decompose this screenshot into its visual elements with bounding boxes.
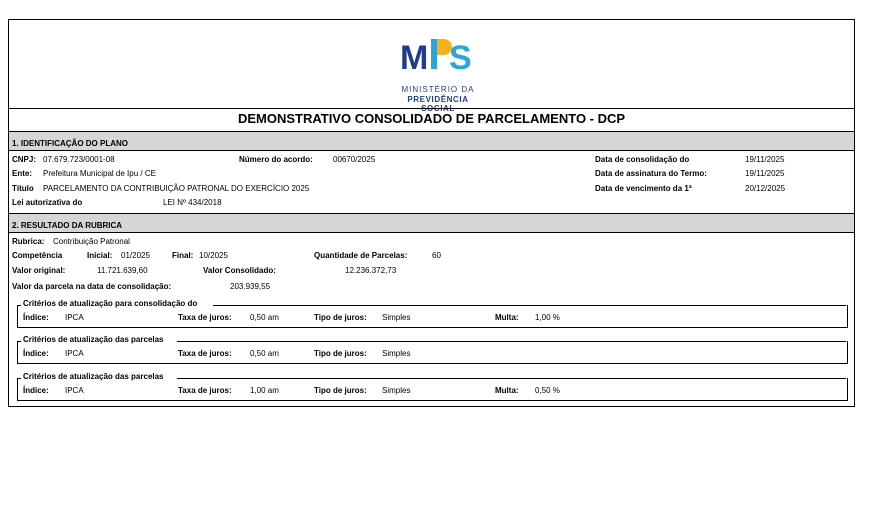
data-assinatura-value: 19/11/2025 <box>745 169 785 178</box>
data-vencimento-value: 20/12/2025 <box>745 184 786 193</box>
final-value: 10/2025 <box>199 251 228 260</box>
cnpj-label: CNPJ: <box>12 155 37 164</box>
multa-value: 1,00 % <box>535 313 560 322</box>
criteria-box-consolidacao <box>17 305 848 328</box>
criteria-box-top-border <box>213 305 846 306</box>
inicial-label: Inicial: <box>87 251 113 260</box>
lei-value: LEI Nº 434/2018 <box>163 198 222 207</box>
tipo-juros-label: Tipo de juros: <box>314 349 367 358</box>
criteria-box-parcelas-2 <box>17 378 848 401</box>
data-consolidacao-value: 19/11/2025 <box>745 155 785 164</box>
indice-label: Índice: <box>23 313 49 322</box>
indice-value: IPCA <box>65 313 84 322</box>
tipo-juros-value: Simples <box>382 349 411 358</box>
tipo-juros-label: Tipo de juros: <box>314 386 367 395</box>
multa-label: Multa: <box>495 386 519 395</box>
inicial-value: 01/2025 <box>121 251 150 260</box>
logo-ministerio-text: MINISTÉRIO DA <box>401 85 475 94</box>
data-consolidacao-label: Data de consolidação do <box>595 155 690 164</box>
taxa-juros-label: Taxa de juros: <box>178 386 232 395</box>
competencia-label: Competência <box>12 251 63 260</box>
criteria-title: Critérios de atualização das parcelas <box>23 335 164 344</box>
cnpj-value: 07.679.723/0001-08 <box>43 155 115 164</box>
criteria-title: Critérios de atualização das parcelas <box>23 372 164 381</box>
lei-label: Lei autorizativa do <box>12 198 83 207</box>
criteria-box-top-border <box>177 341 846 342</box>
tipo-juros-value: Simples <box>382 386 411 395</box>
valor-parcela-value: 203.939,55 <box>230 282 271 291</box>
indice-value: IPCA <box>65 386 84 395</box>
taxa-juros-value: 1,00 am <box>250 386 279 395</box>
tipo-juros-value: Simples <box>382 313 411 322</box>
multa-label: Multa: <box>495 313 519 322</box>
tipo-juros-label: Tipo de juros: <box>314 313 367 322</box>
section-1-heading: 1. IDENTIFICAÇÃO DO PLANO <box>9 131 854 151</box>
criteria-box-top-border-left <box>17 378 21 379</box>
valor-consolidado-label: Valor Consolidado: <box>203 266 276 275</box>
mps-logo <box>393 35 483 113</box>
logo-letter-s: S <box>449 39 472 77</box>
indice-label: Índice: <box>23 349 49 358</box>
criteria-box-top-border-left <box>17 341 21 342</box>
logo-letter-m: M <box>400 39 429 77</box>
rubrica-value: Contribuição Patronal <box>53 237 130 246</box>
taxa-juros-value: 0,50 am <box>250 349 279 358</box>
data-vencimento-label: Data de vencimento da 1ª <box>595 184 692 193</box>
indice-label: Índice: <box>23 386 49 395</box>
acordo-label: Número do acordo: <box>239 155 313 164</box>
criteria-box-top-border-left <box>17 305 21 306</box>
document-frame <box>8 19 855 407</box>
ente-label: Ente: <box>12 169 32 178</box>
logo-previdencia-text: PREVIDÊNCIA SOCIAL <box>407 95 469 113</box>
valor-original-value: 11.721.639,60 <box>97 266 148 275</box>
qtd-parcelas-value: 60 <box>432 251 441 260</box>
logo-bar <box>431 39 437 69</box>
divider <box>9 108 854 109</box>
criteria-box-top-border <box>177 378 846 379</box>
multa-value: 0,50 % <box>535 386 560 395</box>
valor-parcela-label: Valor da parcela na data de consolidação: <box>12 282 172 291</box>
titulo-value: PARCELAMENTO DA CONTRIBUIÇÃO PATRONAL DO EXERCÍCIO 2025 <box>43 184 310 193</box>
ente-value: Prefeitura Municipal de Ipu / CE <box>43 169 156 178</box>
qtd-parcelas-label: Quantidade de Parcelas: <box>314 251 408 260</box>
taxa-juros-label: Taxa de juros: <box>178 313 232 322</box>
valor-original-label: Valor original: <box>12 266 66 275</box>
section-2-heading: 2. RESULTADO DA RUBRICA <box>9 213 854 233</box>
rubrica-label: Rubrica: <box>12 237 45 246</box>
valor-consolidado-value: 12.236.372,73 <box>345 266 397 275</box>
final-label: Final: <box>172 251 194 260</box>
document-title: DEMONSTRATIVO CONSOLIDADO DE PARCELAMENTO - DCP <box>237 111 626 126</box>
taxa-juros-value: 0,50 am <box>250 313 279 322</box>
criteria-title: Critérios de atualização para consolidação do <box>23 299 198 308</box>
acordo-value: 00670/2025 <box>333 155 376 164</box>
taxa-juros-label: Taxa de juros: <box>178 349 232 358</box>
mps-logo-mark <box>393 35 483 81</box>
criteria-box-parcelas <box>17 341 848 364</box>
indice-value: IPCA <box>65 349 84 358</box>
titulo-label: Título <box>12 184 34 193</box>
data-assinatura-label: Data de assinatura do Termo: <box>595 169 707 178</box>
